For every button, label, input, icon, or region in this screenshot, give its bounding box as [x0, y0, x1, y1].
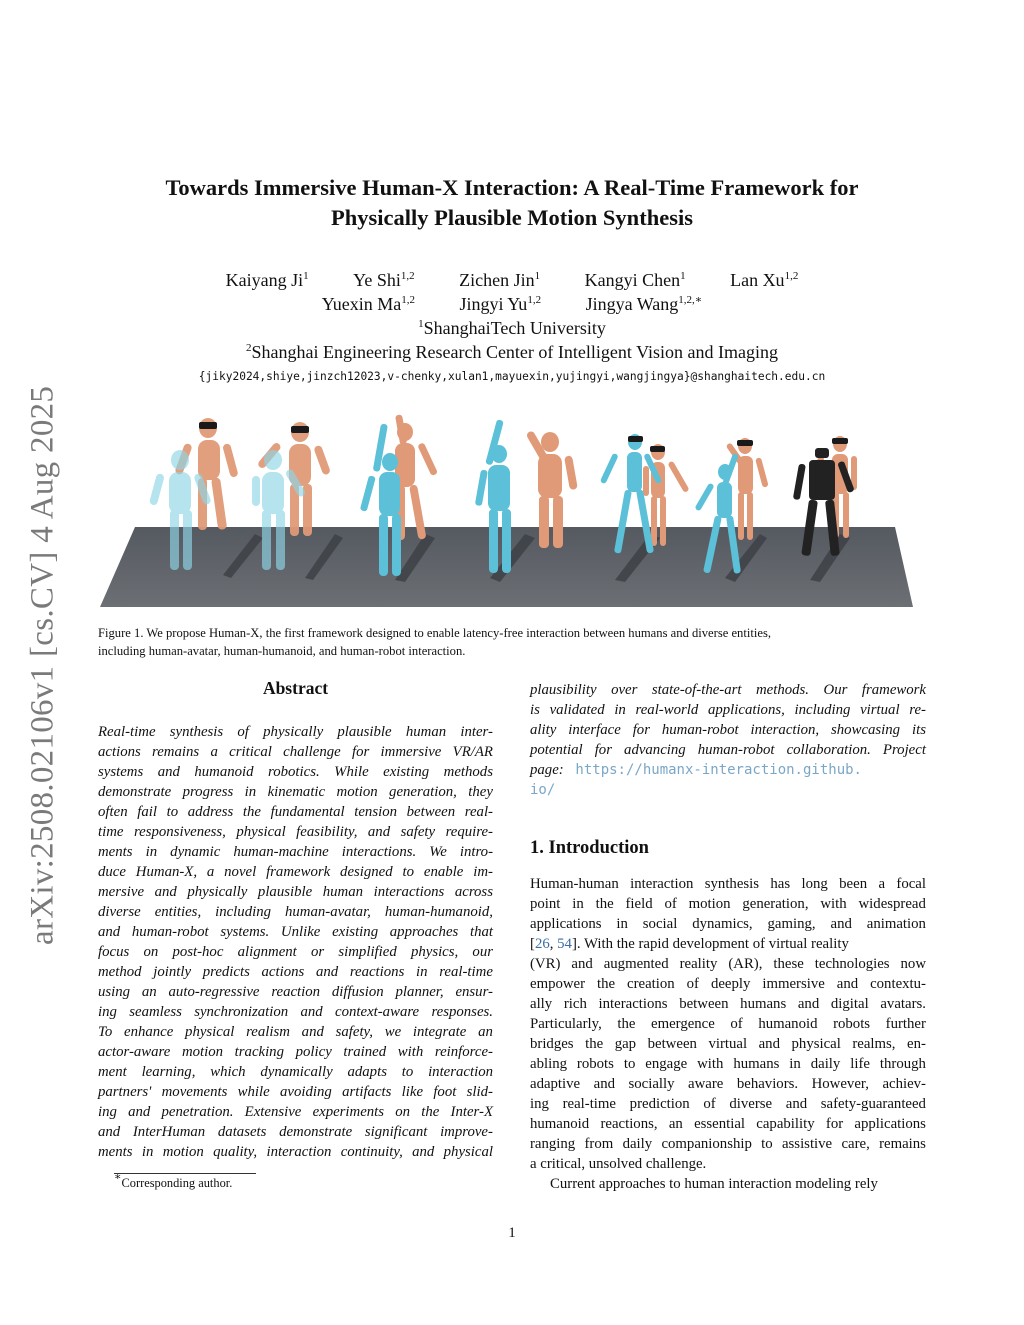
text-line: actions remains a critical challenge for immersive VR/AR	[98, 744, 493, 760]
intro-line-citation: [26, 54]. With the rapid development of virtual reality	[530, 936, 849, 952]
intro-line: a critical, unsolved challenge.	[530, 1156, 707, 1172]
abstract-continued	[530, 680, 926, 800]
paper-title	[100, 173, 924, 233]
text-line: method jointly predicts actions and reactions in real-time	[98, 964, 493, 980]
text-line: Human-human interaction synthesis has long been a focal	[530, 876, 926, 892]
author: Zichen Jin$^1$	[459, 270, 541, 290]
text-line: empower the creation of deeply immersive and contextu-	[530, 976, 926, 992]
text-line: ment learning, which dynamically adapts to interaction	[98, 1064, 493, 1080]
text-line: adaptive and socially aware behaviors. However, achiev-	[530, 1076, 926, 1092]
text-line: partners' movements while avoiding artifacts like foot slid-	[98, 1084, 493, 1100]
text-line: ments in motion quality, interaction continuity, and physical	[98, 1144, 493, 1160]
figure-1-image	[95, 410, 925, 615]
caption-line: including human-avatar, human-humanoid, and human-robot interaction.	[98, 644, 466, 658]
citation-26[interactable]: 26	[534, 936, 550, 952]
text-line: diverse entities, including human-avatar, human-humanoid,	[98, 904, 493, 920]
author: Yuexin Ma$^{1,2}$	[321, 294, 415, 314]
author: Lan Xu$^{1,2}$	[730, 270, 799, 290]
text-line: ranging from daily companionship to assistive care, remains	[530, 1136, 926, 1152]
text-line: ing and penetration. Extensive experiments on the Inter-X	[98, 1104, 493, 1120]
text-line: ing seamless synchronization and context-aware responses.	[98, 1004, 493, 1020]
introduction-body	[530, 874, 926, 1194]
project-url-line-2	[530, 780, 926, 800]
abstract-heading: Abstract	[262, 678, 329, 698]
title-line-1: Towards Immersive Human-X Interaction: A Real-Time Framework for	[165, 175, 859, 200]
text-line: mersive and physically plausible human interactions across	[98, 884, 493, 900]
text-line: To enhance physical realism and safety, we integrate an	[98, 1024, 493, 1040]
text-line: systems and humanoid robotics. While existing methods	[98, 764, 493, 780]
text-line: and human-robot systems. Unlike existing approaches that	[98, 924, 493, 940]
page-number: 1	[508, 1225, 516, 1241]
text-line: actor-aware motion tracking policy trained with reinforce-	[98, 1044, 493, 1060]
text-line: time responsiveness, physical feasibility, and safety require-	[98, 824, 493, 840]
text-line: point in the field of motion generation, with widespread	[530, 896, 926, 912]
intro-paragraph-2-start: Current approaches to human interaction modeling rely	[550, 1176, 878, 1192]
text-line: ally rich interactions between humans and digital avatars.	[530, 996, 926, 1012]
authors-row-2	[100, 294, 924, 315]
text-line: ing real-time prediction of diverse and safety-guaranteed	[530, 1096, 926, 1112]
project-url-link[interactable]: https://humanx-interaction.github.	[575, 762, 862, 778]
title-line-2: Physically Plausible Motion Synthesis	[331, 205, 693, 230]
text-line: potential for advancing human-robot collaboration. Project	[530, 742, 926, 758]
citation-54[interactable]: 54	[557, 936, 572, 952]
text-line: demonstrate progress in kinematic motion generation, they	[98, 784, 493, 800]
text-line: duce Human-X, a novel framework designed to enable im-	[98, 864, 493, 880]
text-line: and InterHuman datasets demonstrate significant improve-	[98, 1124, 493, 1140]
text-line: ments in dynamic human-machine interactions. We intro-	[98, 844, 493, 860]
introduction-heading: 1. Introduction	[530, 838, 649, 858]
footnote: ∗Corresponding author.	[114, 1171, 233, 1190]
authors-row-1	[100, 270, 924, 291]
author: Ye Shi$^{1,2}$	[353, 270, 415, 290]
abstract-body	[98, 722, 493, 1162]
project-url-link-cont[interactable]: io/	[530, 782, 556, 798]
author: Kaiyang Ji$^1$	[225, 270, 309, 290]
text-line: often fail to address the fundamental tension between real-	[98, 804, 493, 820]
arxiv-stamp: arXiv:2508.02106v1 [cs.CV] 4 Aug 2025	[24, 385, 61, 945]
author: Jingya Wang$^{1,2,∗}$	[585, 294, 703, 314]
text-line: abling robots to engage with humans in daily life through	[530, 1056, 926, 1072]
text-line: using an auto-regressive reaction diffusion planner, ensur-	[98, 984, 493, 1000]
text-line: focus on post-hoc alignment or simplified physics, our	[98, 944, 493, 960]
text-line: ality interface for human-robot interaction, showcasing its	[530, 722, 926, 738]
text-line: plausibility over state-of-the-art methods. Our framework	[530, 682, 926, 698]
author-emails: {jiky2024,shiye,jinzch12023,v-chenky,xulan1,mayuexin,yujingyi,wangjingya}@shanghaitech.edu.cn	[198, 370, 826, 383]
affiliation-2: $^2$Shanghai Engineering Research Center of Intelligent Vision and Imaging	[246, 342, 778, 362]
affiliation-1: $^1$ShanghaiTech University	[418, 318, 606, 338]
text-line: is validated in real-world applications, including virtual re-	[530, 702, 926, 718]
project-page-line: page: https://humanx-interaction.github.	[530, 762, 862, 778]
text-line: Particularly, the emergence of humanoid robots further	[530, 1016, 926, 1032]
author: Kangyi Chen$^1$	[584, 270, 686, 290]
text-line: (VR) and augmented reality (AR), these technologies now	[530, 956, 926, 972]
footnote-rule	[114, 1173, 256, 1174]
text-line: bridges the gap between virtual and physical realms, en-	[530, 1036, 926, 1052]
text-line: applications in social dynamics, gaming, and animation	[530, 916, 926, 932]
author: Jingyi Yu$^{1,2}$	[459, 294, 542, 314]
text-line: Real-time synthesis of physically plausible human inter-	[98, 724, 493, 740]
text-line: humanoid reactions, an essential capability for applications	[530, 1116, 926, 1132]
figure-1-caption	[98, 624, 926, 660]
caption-line: Figure 1. We propose Human-X, the first framework designed to enable latency-free interaction between humans and diverse entities,	[98, 626, 771, 640]
